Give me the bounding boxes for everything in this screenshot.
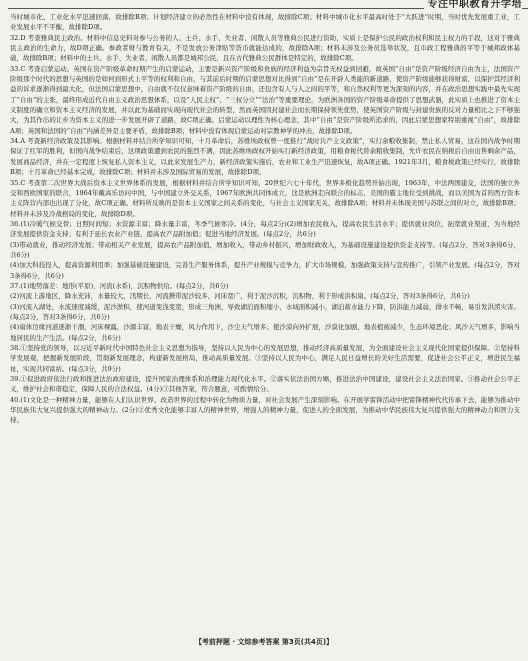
answer-37-4: (4)扇体边缘河道逐渐干涸，河床裸露，沙源丰富，地表干燥，风力作用下，沙尘天气增多；使沙漠向外扩展，沙漠化加剧，地表植被减少，生态环境恶化；风沙天气增多，影响当地居民的生产生活。(每点2分，共6分) — [10, 323, 520, 342]
answer-paragraph: 当时城市化、工业化水平迅速回落，故排除B项；计划经济建立的必然性在材料中没有体现，故排除C项；材料中城市化水平最高时处于“大跃进”时期，当时优先发展重工业，工业发展水平不平衡，故排除D项。 — [10, 13, 520, 32]
answer-40: 40.(1)文化是一种精神力量，能够在人们认识世界、改造世界的过程中转化为物质力量，对社会发展产生深刻影响。在开展学雷锋活动中把雷锋精神代代传承下去，能够为推动中华民族伟大复兴提供强大的精神动力。(2分)②优秀文化能够丰富人的精神世界，增强人的精神力量，促进人的全面发展，为推动中华民族伟大复兴提供强大的精神动力和智力支持。 — [10, 395, 520, 425]
answer-37-3: (3)河流入湖处，水流速度减缓，泥沙淤积，使河道变浅变宽，形成三角洲，导致湖泊面积缩小，水域面积减小，湖泊蓄水能力下降，防洪能力减弱，排水不畅，易引发洪涝灾害。(每点2分，答对3条得6分，共6分) — [10, 302, 520, 321]
answer-36-3: (3)带动就业，推动经济发展；带动相关产业发展，提高农产品附加值，增加收入，带动乡村振兴，增加财政收入，为基础设施建设提供资金支持等。(每点2分，答对3条得6分，共6分) — [10, 240, 520, 259]
answer-34: 34.A 考查新经济政策及其影响。根据材料并结合所学知识可知，十月革命后，苏维埃政权曾一度推行“战时共产主义政策”，实行余粮收集制，禁止私人贸易，这在国内战争时期保证了红军的胜利，但国内战争结束后，这项政策遭到农民的强烈不满，因此苏维埃政权开始实行新经济政策，用粮食税代替余粮收集制，允许农民在纳税后自由出售剩余产品，发展商品经济，并在一定程度上恢复私人资本主义，以此来发展生产力，新经济政策实施后，农业和工业生产迅速恢复，故A项正确。1921年3月，粮食税政策已经实行，故排除B项；十月革命已经基本完成，故排除C项；材料并未涉及国际贸易的发展，故排除D项。 — [10, 137, 520, 177]
answer-36-4: (4)加大科技投入，提高资源利用率；加强基础设施建设，完善生产服务体系，提升产业规模与竞争力，扩大市场规模，加强政策支持与宣传推广，引领产业发展。(每点2分，答对3条得6分，共6分) — [10, 261, 520, 280]
answer-33: 33.C 考查启蒙运动。英国在资产阶级革命时期产生的启蒙运动，主要是新兴资产阶级和贵族的经济利益为宗旨无权益到回避，故英国“自由”是资产阶级经济自由为主，法国资产阶级那个时代的思想与英国的是如何到形式上平等的权利和自由，与其前后时期的启蒙思想对比得到“自由”是在开辟人类能的新道路，使资产阶级能够获得财富，以保护其经济利益的诉求逐渐得到最大化，但法国启蒙思想中，自由就不仅仅意味着资产阶级的自由，还包含有人与人之间的平等，和自然权利等更为深刻的内容，并在政治思想实践中最先实现了“自由”的主张，最终形成近代自由主义政治思想体系，以及“人民主权”、“三权分立”“法治”等重要理论，为欧洲各国的资产阶级革命提供了思想武器，此实质上也推进了资本主义制度的确立和资本主义经济的发展，并以此为基础而实现向现代社会的转型，然而英国因封建社会而长期保持领先优势，使英国资产阶级与封建贵族的反对力量相比之下不够强大，为其作出的让步为资本主义的进一步发展开辟了道路，故C项正确。启蒙运动以理性为核心理念，其中“自由”是资产阶级所追求的，因此启蒙思想家特别重视“自由”，故排除A项；英国和法国的“自由”内涵差异是主要矛盾，故排除B项；材料中没有体现启蒙运动对宗教神学的冲击，故排除D项。 — [10, 64, 520, 135]
answer-38: 38.①坚持党的领导，以习近平新时代中国特色社会主义思想为指导，坚持以人民为中心的发展思想，推动经济高质量发展，为全面建设社会主义现代化国家提供保障。②坚持科学发展观，把握新发展阶段，贯彻新发展理念，构建新发展格局，推动高质量发展。③坚持以人民为中心，满足人民日益增长的美好生活需要，促进社会公平正义，增进民生福祉，实现共同富裕。(每点3分，共9分) — [10, 344, 520, 373]
page-header — [0, 0, 528, 10]
answer-body — [10, 12, 520, 633]
answer-36-1: 36.(1)冷暖气候交替；日照时间短；水资源丰富；降水量丰富，冬季气候寒冷。(4分，每点2分)(2)增加农民收入，提高农民生活水平；提供就业岗位，拓宽就业渠道，为当地经济发展提供资金支持；有利于延长农业产业链，提高农产品附加值；促进当地经济发展。(每点2分，共6分) — [10, 219, 520, 239]
answer-37-1: 37.(1)地势落差：地形(平原)，河流(水系)，沉积物供给。(每点2分，共6分) — [10, 281, 229, 290]
page-footer: 【考前押题 · 文综参考答案 第3页(共4页)】 — [194, 638, 334, 646]
answer-35: 35.C 考查第二次世界大战后资本主义世界体系的发展，根据材料并结合所学知识可知，20世纪六七十年代，世界多极化趋势开始出现，1963年，中法两国建交，法国的独立外交和西欧国家的联合，1964年戴高乐访问中国，与中国建立外交关系，1967年欧洲共同体成立，这是欧洲走向联合的标志，美国的霸主地位受到挑战，而以美国为首的西方资本主义阵营内部也出现了分化，故C项正确。材料所反映的是资本主义国家之间关系的变化，与社会主义国家无关，故排除A项；材料并未体现美国与苏联之间的对立，故排除B项；材料并未涉及冷战格局的变化，故排除D项。 — [10, 178, 520, 218]
answer-39: 39.①促进政府依法行政和推进法治政府建设，提升国家治理体系和治理能力现代化水平。②落实依法治国方略，推进法治中国建设，建设社会主义法治国家。③推动社会公平正义，维护社会和谐稳定，保障人民的合法权益。(4分)③其他答案，符合题意，可酌情给分。 — [10, 375, 520, 394]
header-brand: 专注中职教育升学培 — [424, 0, 523, 10]
answer-32: 32.D 考查雅典民主政治。材料中信息史料对参与公务的人、士兵、水手、失业者、闲散人员等雅典公民进行资助，实质上是保护公民的政治权利和民主权力的手段，这对于雅典民主政治的生命力，故D项正确。参政者财与教育有关，不是发放公务津贴等货币就能达成的，故排除A项；材料未涉及公务员选举状况，且市政工程雅典的平等于城邦政体基础，故排除B项；材料中的士兵、水手、失业者、闲散人员都是城邦公民，且在古代雅典公民群体是特定的，故排除C项。 — [10, 33, 520, 63]
answer-37-2: (2)河流上游地区，降水充沛，水量较大，汛期长，河流携带泥沙较多，河床宽广，利于泥沙沉积，沉积物，利于形成洪积扇。(每点2分，答对3条得6分，共6分) — [10, 292, 470, 301]
